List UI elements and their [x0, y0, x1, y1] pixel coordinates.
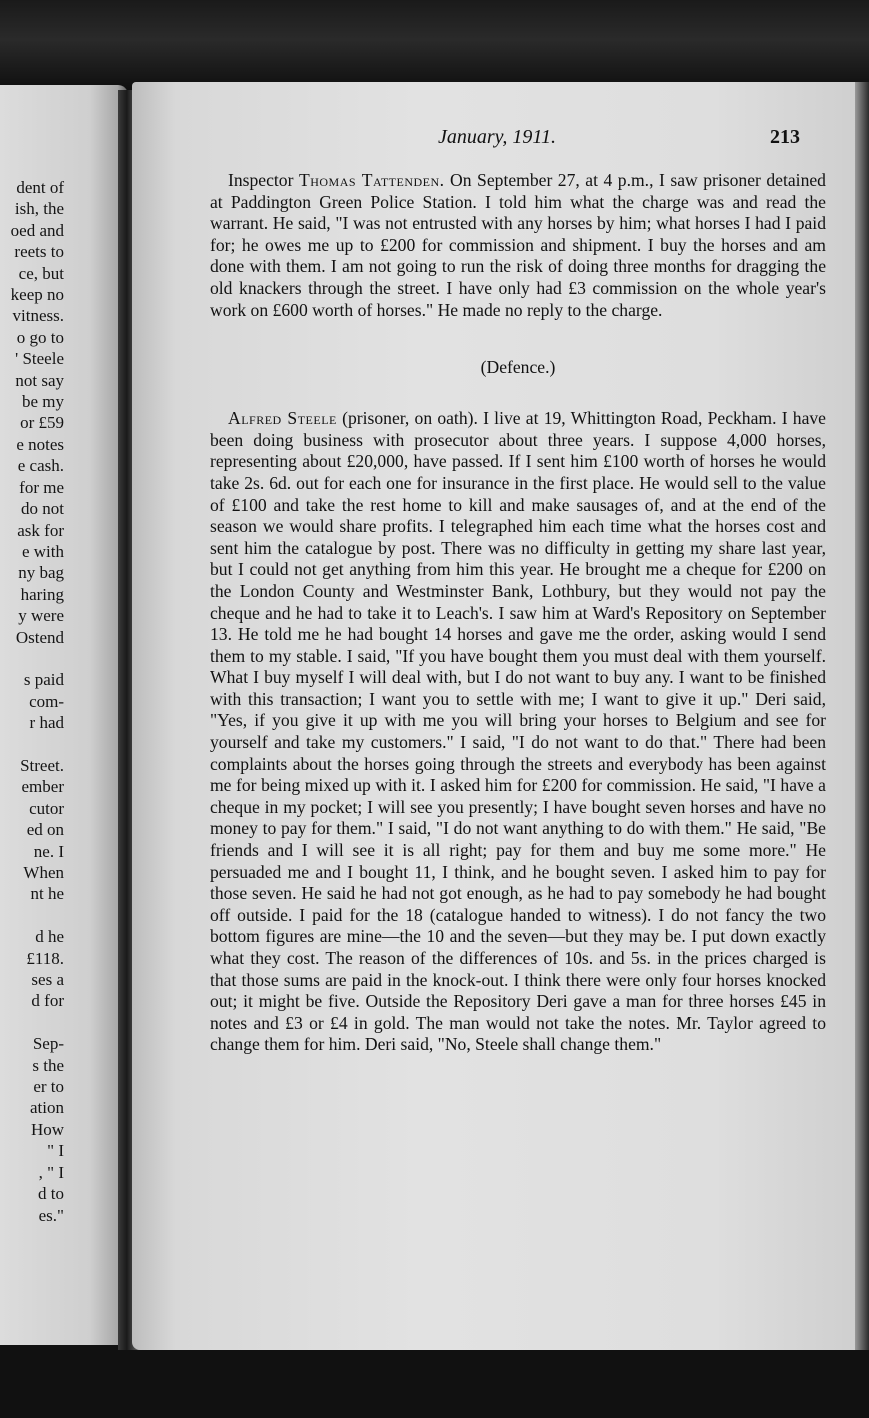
- left-page-line: y were: [18, 606, 64, 626]
- left-page-line: ne. I: [33, 841, 64, 861]
- left-page-fragment: [0, 85, 128, 1345]
- left-page-line: es.": [38, 1205, 64, 1225]
- left-page-line: or £59: [20, 413, 64, 433]
- left-page-line: dent of: [16, 178, 64, 197]
- left-page-line: do not: [21, 499, 64, 519]
- left-page-line: ny bag: [18, 563, 64, 583]
- left-page-line: Sep-: [32, 1034, 64, 1054]
- left-page-line: be my: [21, 392, 64, 412]
- left-page-line: " I: [47, 1141, 64, 1161]
- left-page-line: [0, 734, 64, 755]
- left-page-line: d he: [35, 927, 64, 947]
- left-page-line: ed on: [26, 820, 64, 840]
- page-edge-shadow: [855, 82, 869, 1350]
- left-page-line: £118.: [26, 948, 64, 968]
- left-page-line: ses a: [31, 970, 64, 990]
- running-head-title: January, 1911.: [438, 126, 556, 148]
- left-page-line: ish, the: [14, 199, 64, 219]
- left-page-line: d to: [38, 1184, 64, 1204]
- left-page-line: cutor: [29, 798, 64, 818]
- section-heading: (Defence.): [480, 357, 556, 378]
- left-page-text-column: [0, 177, 64, 1226]
- left-page-line: , " I: [38, 1162, 64, 1182]
- left-page-line: ation: [30, 1098, 64, 1118]
- left-page-line: r had: [29, 713, 64, 733]
- left-page-line: s paid: [23, 670, 64, 690]
- left-page-line: e notes: [16, 434, 64, 454]
- left-page-line: When: [23, 863, 64, 882]
- page-text-block: [210, 126, 826, 1056]
- left-page-line: [0, 648, 64, 669]
- running-head: [210, 126, 826, 152]
- left-page-line: d for: [31, 991, 64, 1011]
- left-page-line: Ostend: [15, 627, 64, 647]
- left-page-line: nt he: [30, 884, 64, 904]
- left-page-line: How: [30, 1119, 64, 1139]
- speaker-name: Thomas Tattenden.: [298, 170, 445, 190]
- left-page-line: e with: [21, 541, 64, 561]
- left-page-line: not say: [15, 370, 64, 390]
- paragraph-text: (prisoner, on oath). I live at 19, Whittington Road, Peckham. I have been doing business with prosecutor about three years. I suppose 4,000 horses, representing about £20,000, have passed. If I sent him £100 worth of horses he would take 2s. 6d. out for each one for insurance in the first place. He would sell to the value of £100 and take the rest home to kill and make sausages of, and at the end of the season we would share profits. I telegraphed him each time what the horses cost and sent him the catalogue by post. There was no difficulty in getting my share last year, but I could not get anything from him this year. He brought me a cheque for £200 on the London County and Westminster Bank, Lothbury, but they would not pay the cheque and he had to take it to Leach's. I saw him at Ward's Repository on September 13. He told me he had bought 14 horses and gave me the order, asking would I send them to my stable. I said, "If you have bought them you must deal with them yourself. What I buy myself I will deal with, but I do not want to buy any. I want to be finished with this transaction; I want you to settle with me; I want to give it up." Deri said, "Yes, if you give it up with me you will bring your horses to Belgium and see for yourself and take my customers." I said, "I do not want to do that." There had been complaints about the horses going through the streets and everybody has been against me for being mixed up with it. I asked him for £200 for commission. He said, "I have a cheque in my pocket; I will see you presently; I have bought seven horses and have no money to pay for them." I said, "I do not want anything to do with them." He said, "Be friends and I will see it is all right; pay for them and buy me some more." He persuaded me and I bought 11, I think, and he bought seven. I asked him to pay for those seven. He said he had not got enough, as he had to pay somebody he had bought off outside. I paid for the 18 (catalogue handed to witness). I do not fancy the two bottom figures are mine—the 10 and the seven—but they may be. I put down exactly what they cost. The reason of the differences of 10s. and 5s. in the prices charged is that those sums are paid in the knock-out. I think there were only four horses knocked out; it might be five. Outside the Repository Deri gave a man for three horses £45 in notes and £3 or £4 in gold. The man would not take the notes. Mr. Taylor agreed to change them for him. Deri said, "No, Steele shall change them.": [210, 408, 826, 1055]
- left-page-line: for me: [19, 477, 64, 497]
- paragraph-text: On September 27, at 4 p.m., I saw prisoner detained at Paddington Green Police Station. I told him what the charge was and read the warrant. He said, "I was not entrusted with any horses by him; what horses I had I paid for; he owes me up to £200 for commission and shipment. I buy the horses and am done with them. I am not going to run the risk of doing three months for dragging the old knackers through the street. I have only had £3 commission on the whole year's work on £600 worth of horses." He made no reply to the charge.: [210, 170, 826, 320]
- left-page-line: ' Steele: [15, 349, 64, 369]
- testimony-paragraph-prisoner: [210, 408, 826, 1056]
- left-page-line: keep no: [10, 285, 64, 305]
- left-page-line: s the: [32, 1055, 64, 1075]
- speaker-name: Alfred Steele: [228, 408, 337, 429]
- page-number: 213: [770, 126, 800, 148]
- left-page-line: oed and: [10, 220, 64, 240]
- left-page-line: vitness.: [12, 306, 64, 326]
- left-page-line: [0, 1012, 64, 1033]
- left-page-line: Street.: [20, 755, 64, 775]
- left-page-line: [0, 905, 64, 926]
- left-page-line: com-: [29, 691, 64, 711]
- left-page-line: ember: [21, 777, 64, 797]
- right-page: [132, 82, 858, 1350]
- left-page-line: ce, but: [18, 263, 64, 283]
- left-page-line: o go to: [16, 327, 64, 347]
- testimony-paragraph-inspector: [210, 170, 826, 321]
- left-page-line: ask for: [17, 520, 64, 540]
- left-page-line: e cash.: [17, 456, 64, 476]
- left-page-line: haring: [20, 584, 64, 604]
- left-page-line: reets to: [14, 242, 64, 262]
- speaker-prefix: Inspector: [228, 170, 299, 190]
- left-page-line: er to: [33, 1077, 64, 1097]
